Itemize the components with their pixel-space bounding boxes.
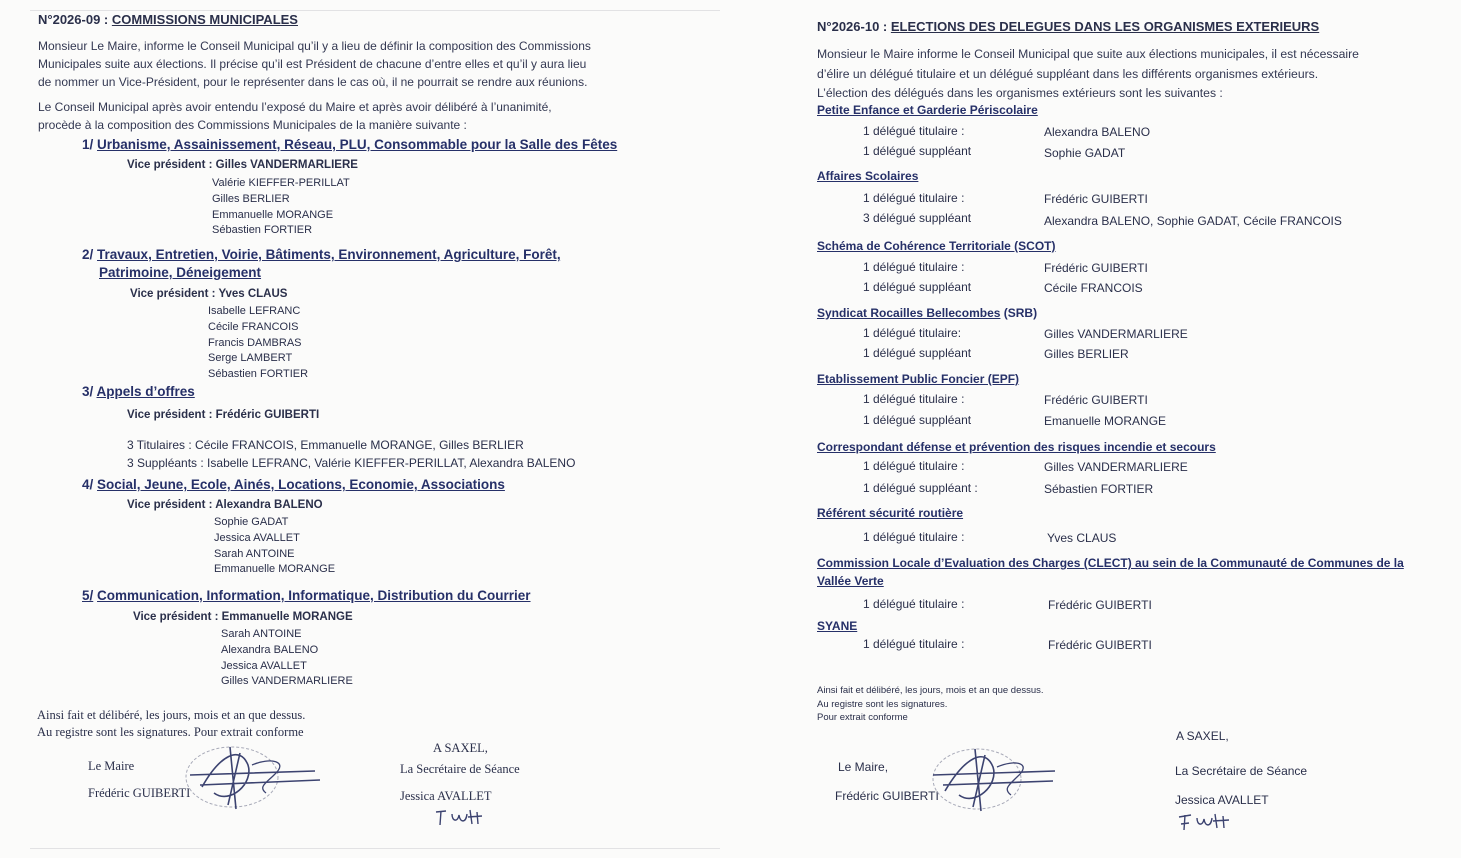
right-deliberation-number: N°2026-10 : bbox=[817, 19, 888, 34]
commission-2-title bbox=[82, 246, 561, 282]
organism-name: Commission Locale d’Evaluation des Charges (CLECT) au sein de la Communauté de Communes de la bbox=[817, 556, 1404, 570]
commission-name: Communication, Information, Informatique, Distribution du Courrier bbox=[97, 588, 531, 603]
left-decision-line: procède à la composition des Commissions Municipales de la manière suivante : bbox=[38, 118, 467, 132]
delegate-label: 1 délégué titulaire : bbox=[863, 597, 965, 611]
commission-4-members bbox=[214, 515, 335, 578]
left-intro-line: Monsieur Le Maire, informe le Conseil Municipal qu’il y a lieu de définir la composition des Commissions bbox=[38, 39, 591, 53]
closing-line: Ainsi fait et délibéré, les jours, mois et an que dessus. bbox=[37, 708, 306, 722]
member: Valérie KIEFFER-PERILLAT bbox=[212, 177, 350, 189]
closing-line: Ainsi fait et délibéré, les jours, mois et an que dessus. bbox=[817, 685, 1044, 696]
right-mayor-name: Frédéric GUIBERTI bbox=[835, 789, 939, 803]
delegate-name: Frédéric GUIBERTI bbox=[1044, 192, 1148, 206]
vp-label: Vice président : bbox=[127, 409, 213, 421]
member: Sarah ANTOINE bbox=[214, 547, 295, 560]
commission-2-members bbox=[208, 304, 308, 383]
right-secretary-label: La Secrétaire de Séance bbox=[1175, 764, 1308, 778]
commission-name: Appels d’offres bbox=[96, 384, 195, 399]
right-deliberation-header bbox=[817, 19, 1319, 34]
vp-label: Vice président : bbox=[127, 159, 213, 171]
delegate-name: Frédéric GUIBERTI bbox=[1044, 261, 1148, 275]
organism-epf: Etablissement Public Foncier (EPF) bbox=[817, 372, 1020, 386]
suppleants-line: 3 Suppléants : Isabelle LEFRANC, Valérie KIEFFER-PERILLAT, Alexandra BALENO bbox=[127, 456, 576, 470]
delegate-label: 3 délégué suppléant bbox=[863, 211, 972, 225]
vp-name: Frédéric GUIBERTI bbox=[215, 409, 320, 421]
organism-acronym: (SRB) bbox=[1000, 306, 1038, 320]
commission-name: Travaux, Entretien, Voirie, Bâtiments, Environnement, Agriculture, Forêt, bbox=[97, 247, 561, 262]
left-deliberation-title: COMMISSIONS MUNICIPALES bbox=[111, 12, 298, 27]
secretary-signature-icon bbox=[1175, 810, 1237, 834]
right-intro-line: d’élire un délégué titulaire et un délégué suppléant dans les différents organismes extérieurs. bbox=[817, 66, 1319, 81]
commission-3-title bbox=[82, 384, 195, 399]
delegate-label: 1 délégué titulaire : bbox=[863, 124, 965, 138]
delegate-label: 1 délégué titulaire : bbox=[863, 530, 965, 544]
delegate-label: 1 délégué suppléant bbox=[863, 346, 972, 360]
delegate-label: 1 délégué suppléant : bbox=[863, 481, 978, 495]
organism-correspondant-defense: Correspondant défense et prévention des risques incendie et secours bbox=[817, 440, 1216, 454]
left-deliberation-header bbox=[38, 12, 298, 27]
vp-name: Gilles VANDERMARLIERE bbox=[215, 159, 358, 171]
member: Emmanuelle MORANGE bbox=[212, 208, 334, 221]
left-intro bbox=[38, 37, 591, 91]
delegate-label: 1 délégué titulaire : bbox=[863, 191, 965, 205]
organism-name-cont: Vallée Verte bbox=[817, 574, 884, 588]
commission-number: 1/ bbox=[82, 137, 94, 152]
right-place: A SAXEL, bbox=[1176, 729, 1229, 743]
commission-2-vp bbox=[130, 288, 287, 300]
left-mayor-label: Le Maire bbox=[88, 759, 135, 773]
member: Jessica AVALLET bbox=[214, 531, 300, 544]
commission-3-extra bbox=[127, 436, 575, 472]
titulaires-line: 3 Titulaires : Cécile FRANCOIS, Emmanuelle MORANGE, Gilles BERLIER bbox=[127, 438, 524, 452]
left-secretary-name: Jessica AVALLET bbox=[400, 789, 492, 803]
left-mayor-name: Frédéric GUIBERTI bbox=[88, 786, 191, 800]
mayor-stamp-signature-icon bbox=[170, 735, 330, 825]
organism-clect bbox=[817, 554, 1404, 590]
organism-srb bbox=[817, 306, 1037, 320]
member: Sébastien FORTIER bbox=[212, 224, 313, 237]
delegate-label: 1 délégué suppléant bbox=[863, 144, 972, 158]
right-closing bbox=[817, 684, 1044, 725]
delegate-name: Alexandra BALENO bbox=[1044, 125, 1151, 139]
commission-number: 3/ bbox=[82, 384, 94, 399]
delegate-name: Gilles VANDERMARLIERE bbox=[1044, 460, 1188, 474]
left-intro-line: Municipales suite aux élections. Il précise qu’il est Président de chacune d’entre elles et qu’il y aura lieu bbox=[38, 57, 587, 71]
member: Alexandra BALENO bbox=[221, 643, 319, 656]
delegate-name: Frédéric GUIBERTI bbox=[1044, 393, 1148, 407]
delegate-label: 1 délégué titulaire : bbox=[863, 260, 965, 274]
organism-securite-routiere: Référent sécurité routière bbox=[817, 506, 964, 520]
commission-3-vp bbox=[127, 409, 319, 421]
delegate-name: Emanuelle MORANGE bbox=[1044, 414, 1167, 428]
delegate-name: Sophie GADAT bbox=[1044, 146, 1126, 160]
closing-line: Pour extrait conforme bbox=[817, 712, 908, 723]
vp-label: Vice président : bbox=[133, 611, 219, 623]
right-intro-line: Monsieur le Maire informe le Conseil Municipal que suite aux élections municipales, il est nécessaire bbox=[817, 47, 1359, 61]
commission-name-cont: Patrimoine, Déneigement bbox=[99, 265, 262, 280]
organism-affaires-scolaires: Affaires Scolaires bbox=[817, 169, 919, 183]
member: Sarah ANTOINE bbox=[221, 628, 302, 640]
scan-border-top bbox=[30, 10, 720, 11]
member: Gilles VANDERMARLIERE bbox=[221, 675, 353, 688]
commission-1-vp bbox=[127, 159, 358, 171]
closing-line: Au registre sont les signatures. Pour extrait conforme bbox=[37, 725, 304, 739]
delegate-label: 1 délégué titulaire : bbox=[863, 392, 965, 406]
secretary-signature-icon bbox=[432, 806, 492, 830]
vp-name: Alexandra BALENO bbox=[215, 499, 323, 511]
delegate-label: 1 délégué suppléant bbox=[863, 413, 972, 427]
vp-label: Vice président : bbox=[127, 499, 213, 511]
left-secretary-label: La Secrétaire de Séance bbox=[400, 762, 520, 776]
right-intro-line: L’élection des délégués dans les organismes extérieurs sont les suivantes : bbox=[817, 86, 1223, 100]
commission-name: Urbanisme, Assainissement, Réseau, PLU, Consommable pour la Salle des Fêtes bbox=[97, 137, 618, 152]
scan-border-bottom bbox=[30, 848, 720, 849]
member: Francis DAMBRAS bbox=[208, 336, 302, 349]
commission-5-members bbox=[221, 627, 353, 690]
commission-number: 2/ bbox=[82, 247, 94, 262]
delegate-name: Gilles BERLIER bbox=[1044, 347, 1129, 361]
member: Isabelle LEFRANC bbox=[208, 305, 301, 317]
vp-name: Yves CLAUS bbox=[218, 288, 288, 300]
member: Jessica AVALLET bbox=[221, 659, 307, 672]
left-place: A SAXEL, bbox=[433, 741, 488, 755]
delegate-label: 1 délégué titulaire : bbox=[863, 637, 965, 651]
delegate-name: Cécile FRANCOIS bbox=[1044, 281, 1143, 295]
vp-label: Vice président : bbox=[130, 288, 216, 300]
right-intro bbox=[817, 45, 1359, 104]
member: Emmanuelle MORANGE bbox=[214, 563, 336, 576]
vp-name: Emmanuelle MORANGE bbox=[221, 611, 353, 623]
commission-1-members bbox=[212, 176, 350, 239]
delegate-label: 1 délégué titulaire: bbox=[863, 326, 962, 340]
commission-4-title bbox=[82, 477, 505, 492]
right-deliberation-title: ELECTIONS DES DELEGUES DANS LES ORGANISMES EXTERIEURS bbox=[890, 19, 1320, 34]
commission-1-title bbox=[82, 137, 617, 152]
commission-5-title bbox=[82, 588, 531, 603]
left-decision-line: Le Conseil Municipal après avoir entendu l’exposé du Maire et après avoir délibéré à l’unanimité, bbox=[38, 100, 552, 114]
left-page bbox=[0, 0, 720, 858]
organism-name: Syndicat Rocailles Bellecombes bbox=[817, 306, 1001, 320]
member: Sophie GADAT bbox=[214, 516, 289, 528]
delegate-name: Gilles VANDERMARLIERE bbox=[1044, 327, 1188, 341]
delegate-name: Frédéric GUIBERTI bbox=[1048, 598, 1152, 612]
delegate-label: 1 délégué suppléant bbox=[863, 280, 972, 294]
commission-number: 5/ bbox=[82, 588, 94, 603]
organism-scot: Schéma de Cohérence Territoriale (SCOT) bbox=[817, 239, 1056, 253]
delegate-name: Frédéric GUIBERTI bbox=[1048, 638, 1152, 652]
member: Cécile FRANCOIS bbox=[208, 320, 299, 333]
delegate-name: Yves CLAUS bbox=[1047, 531, 1117, 545]
left-deliberation-number: N°2026-09 : bbox=[38, 12, 109, 27]
organism-petite-enfance: Petite Enfance et Garderie Périscolaire bbox=[817, 103, 1038, 117]
commission-5-vp bbox=[133, 611, 353, 623]
member: Gilles BERLIER bbox=[212, 192, 290, 205]
mayor-stamp-signature-icon bbox=[915, 735, 1065, 820]
closing-line: Au registre sont les signatures. bbox=[817, 698, 948, 710]
left-intro-line: de nommer un Vice-Président, pour le représenter dans le cas où, il ne pourrait se rendre aux réunions. bbox=[38, 75, 588, 89]
commission-name: Social, Jeune, Ecole, Ainés, Locations, Economie, Associations bbox=[97, 477, 505, 492]
member: Sébastien FORTIER bbox=[208, 368, 309, 381]
member: Serge LAMBERT bbox=[208, 352, 293, 365]
right-secretary-name: Jessica AVALLET bbox=[1175, 793, 1269, 807]
commission-4-vp bbox=[127, 499, 323, 511]
organism-syane: SYANE bbox=[817, 619, 858, 633]
commission-number: 4/ bbox=[82, 477, 94, 492]
delegate-name: Alexandra BALENO, Sophie GADAT, Cécile FRANCOIS bbox=[1044, 214, 1342, 228]
delegate-name: Sébastien FORTIER bbox=[1044, 482, 1154, 496]
left-decision bbox=[38, 98, 552, 134]
right-mayor-label: Le Maire, bbox=[838, 760, 889, 774]
delegate-label: 1 délégué titulaire : bbox=[863, 459, 965, 473]
